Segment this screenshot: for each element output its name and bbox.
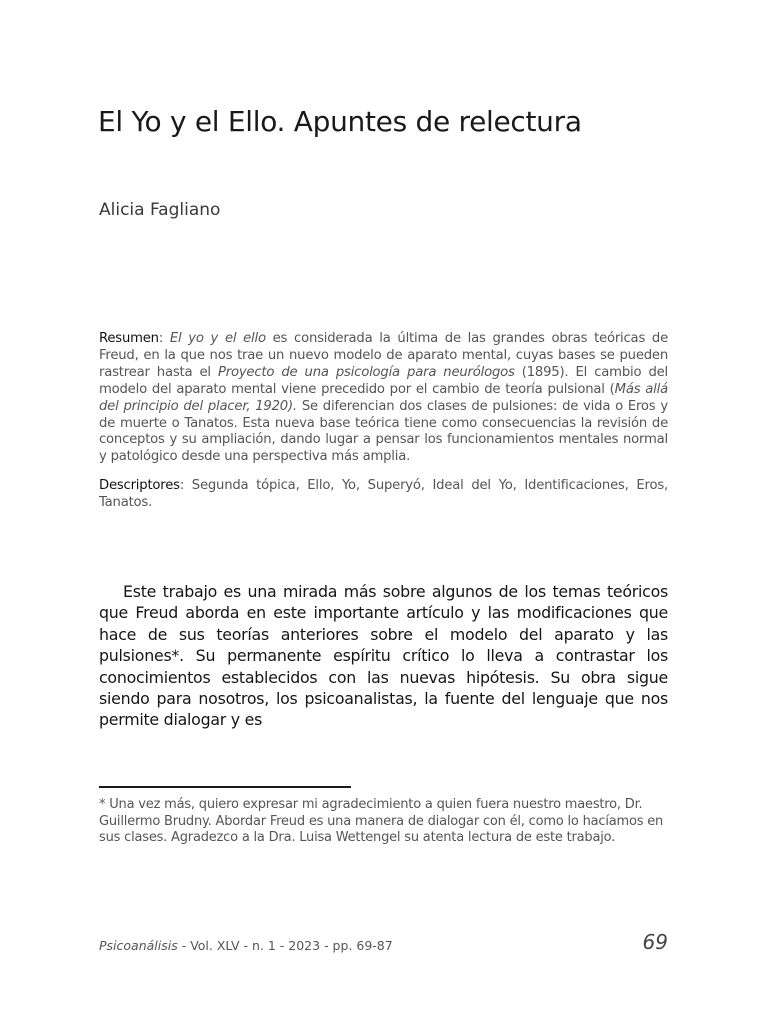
author-name: Alicia Fagliano <box>99 200 221 220</box>
abstract-work-title-2: Proyecto de una psicología para neurólogos <box>217 364 515 380</box>
body-paragraph: Este trabajo es una mirada más sobre algunos de los temas teóricos que Freud aborda en este importante artículo y las modificaciones que hace de sus teorías anteriores sobre el modelo del aparato y las pulsiones*. Su permanente espíritu crítico lo lleva a contrastar los conocimientos establecidos con las nuevas hipótesis. Su obra sigue siendo para nosotros, los psicoanalistas, la fuente del lenguaje que nos permite dialogar y es <box>99 582 668 730</box>
footnote-text: * Una vez más, quiero expresar mi agradecimiento a quien fuera nuestro maestro, Dr. Guillermo Brudny. Abordar Freud es una manera de dialogar con él, como lo hacíamos en sus clases. Agradezco a la Dra. Luisa Wettengel su atenta lectura de este trabajo. <box>99 797 664 845</box>
abstract-text-1: es considerada la última de las grandes obras teóricas de Freud, en la que nos trae un nuevo modelo de aparato mental, cuyas bases se pueden rastrear hasta el <box>99 331 668 380</box>
citation-details: - Vol. XLV - n. 1 - 2023 - pp. 69-87 <box>177 938 393 953</box>
abstract-section <box>99 331 668 512</box>
article-title: El Yo y el Ello. Apuntes de relectura <box>98 105 582 138</box>
keywords-text: Segunda tópica, Ello, Yo, Superyó, Ideal del Yo, Identificaciones, Eros, Tanatos. <box>99 478 668 511</box>
abstract-paragraph <box>99 331 668 466</box>
body-section <box>99 581 668 731</box>
keywords-label: Descriptores <box>99 478 180 494</box>
keywords-paragraph <box>99 478 668 512</box>
abstract-label: Resumen <box>99 331 159 346</box>
abstract-work-title-3: Más allá del principio del placer <box>99 381 668 414</box>
journal-citation <box>99 937 393 955</box>
footnote-section <box>99 797 668 847</box>
abstract-label-separator: : <box>158 331 170 346</box>
abstract-text-2: (1895). El cambio del modelo del aparato mental viene precedido por el cambio de teoría pulsional ( <box>99 364 668 397</box>
abstract-work-title: El yo y el ello <box>169 331 266 346</box>
keywords-label-separator: : <box>179 478 192 494</box>
abstract-work-year-3: , 1920). <box>246 398 297 414</box>
abstract-text-3: Se diferencian dos clases de pulsiones: de vida o Eros y de muerte o Tanatos. Esta nueva base teórica tiene como consecuencias la revisión de conceptos y su ampliación, dando lugar a pensar los funcionamientos mentales normal y patológico desde una perspectiva más amplia. <box>99 398 668 465</box>
journal-name: Psicoanálisis <box>99 938 178 953</box>
page-number: 69 <box>642 930 668 954</box>
footnote-divider <box>99 786 351 788</box>
